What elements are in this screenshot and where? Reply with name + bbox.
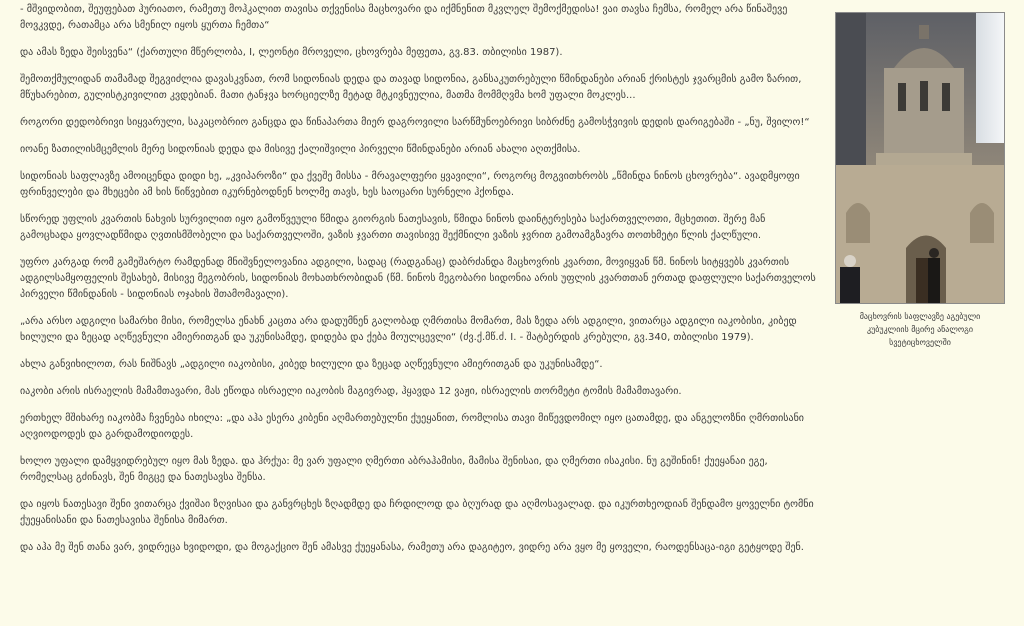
paragraph: როგორი დედობრივი სიყვარული, საკაცობრიო განცდა და წინაპართა მიერ დაგროვილი სარწმუნოებრივი სიბრძნე გამოსჭვივის დედის დარიგებაში - „ნუ, შვილო!“ <box>20 117 810 128</box>
paragraph: ახლა განვიხილოთ, რას ნიშნავს „ადგილი იაკობისი, კიბედ ხილული და ზეცად აღწევნული ამიერითგან და უკუნისამდე“. <box>20 359 603 370</box>
paragraph: იოანე ზათილისმცემლის მერე სიდონიას დედა და მისივე ქალიშვილი პირველი წმინდანები არიან ახალი აღთქმისა. <box>20 144 581 155</box>
paragraph: და იყოს ნათესავი შენი ვითარცა ქვიშაი ზღვისაი და განვრცხეს ზღადმდე და ჩრდილოდ და ბღურად და აღმოსავალად. და იკურთხეოდიან შენდამო ყოველნი ტომნი ქუეყანისანი და ნათესავისა შენისა მიმართ. <box>20 499 814 526</box>
figure-caption: მაცხოვრის საფლავზე აგებული კუბუკლიის მცირე ანალოგი სვეტიცხოველში <box>859 312 981 347</box>
paragraph: სწორედ უფლის კვართის ნახვის სურვილით იყო გამოწვეული წმიდა გიორგის ნათესავის, წმიდა ნინოს დაინტერესება საქართველოთი, მცხეთით. შერე მან გამოცხადა ყოვლადწმიდა ღვთისმშობელი და საქართველოში, ვაზის ჯვართი თავისივე შექმნილი ვაზის ჯვრით გამოამგზავრა თოთხმეტი წლის ქალწული. <box>20 214 766 241</box>
paragraph: ხოლო უფალი დამყვიდრებულ იყო მას ზედა. და ჰრქუა: მე ვარ უფალი ღმერთი აბრაჰამისი, მამისა შენისაი, და ღმერთი ისაკისი. ნუ გეშინინ! ქუეყანაი ეგე, რომელსაც გძინავს, შენ მიგცე და ნათესავსა შენსა. <box>20 456 768 483</box>
paragraph: და ამას ზედა შეისვენა“ (ქართული მწერლობა, I, ლეონტი მროველი, ცხოვრება მეფეთა, გვ.83. თბილისი 1987). <box>20 47 563 58</box>
article-body <box>20 2 820 567</box>
paragraph: სიდონიას საფლავზე ამოიცენდა დიდი ხე, „კვიპაროზი“ და ქვეშე მისსა - მრავალფერი ყვავილი“, როგორც მოგვითხრობს „წმინდა ნინოს ცხოვრება“. ავადმყოფი ფრინველები და მხეცები ამ ხის წიწვებით იკურნებოდნენ ხოლმე თავს, ხეს საოცარი სურნელი ჰქონდა. <box>20 171 800 198</box>
church-interior-photo <box>835 12 1005 304</box>
paragraph: და აჰა მე შენ თანა ვარ, ვიდრეცა ხვიდოდი, და მოგაქციო შენ ამასვე ქუეყანასა, რამეთუ არა დაგიტეო, ვიდრე არა ვყო მე ყოველი, რაოდენსაცა-იგი გეტყოდე შენ. <box>20 542 804 553</box>
paragraph: შემოთქმულიდან თამამად შეგვიძლია დავასკვნათ, რომ სიდონიას დედა და თავად სიდონია, განსაკუთრებული წმინდანები არიან ქრისტეს ჯვარცმის გამო ზარით, მწუხარებით, გულისტკივილით კვდებიან. მათი ტანჯვა ხორციელზე მეტად მტკივნეულია, მათმა მომმღვმა ხომ უფალი მოკლეს... <box>20 74 802 101</box>
paragraph: „არა არსო ადგილი სამარხი მისი, რომელსა ენახნ კაცთა არა დადუმნენ გალობად ღმრთისა მომართ, მას ზედა არს ადგილი, ვითარცა ადგილი იაკობისი, კიბედ ხილული და ზეცად აღწევნული ამიერითგან და უკუნისამდე, დიდება და ქება მოულცევლი“ (ძვ.ქ.მწ.ძ. I. - შატბერდის კრებული, გვ.340, თბილისი 1979). <box>20 316 797 343</box>
paragraph: უფრო კარგად რომ გამეშარტო რამდენად მნიშვნელოვანია ადგილი, სადაც (რადგანაც) დაბრძანდა მაცხოვრის კვართი, მოვიყვან წმ. ნინოს სიტყვებს კვართის ადგილსამყოფელის შესახებ, მისივე მეგობრის, სიდონიას მოხათხრობიდან (წმ. ნინოს მეგობარი სიდონია არის უფლის კვართთან ერთად დაფლული საქართველოს პირველი წმინდანის - სიდონიას ოჯახის შთამომავალი). <box>20 257 816 300</box>
paragraph: - მშვიდობით, შეუფებათ ჰურიათო, რამეთუ მოჰკალით თავისა თქვენისა მაცხოვარი და იქმნენით მკვლელ შემოქმედისა! ვაი თავსა ჩემსა, რომელ არა წინაშევე მოვკვდე, რათამცა არა სმენილ იყოს ყურთა ჩემთა“ <box>20 4 788 31</box>
paragraph: იაკობი არის ისრაელის მამამთავარი, მას ეწოდა ისრაელი იაკობის მაგივრად, ჰყავდა 12 ვაჟი, ისრაელის თორმეტი ტომის მამამთავარი. <box>20 386 682 397</box>
figure <box>835 12 1005 349</box>
paragraph: ერთხელ მშიხარე იაკობმა ჩვენება იხილა: „და აჰა ესერა კიბენი აღმართებულნი ქუეყანით, რომლისა თავი მიწევდომილ იყო ცათამდე, და ანგელოზნი ღმრთისანი აღვიოდოდეს და გარდამოდიოდეს. <box>20 413 804 440</box>
